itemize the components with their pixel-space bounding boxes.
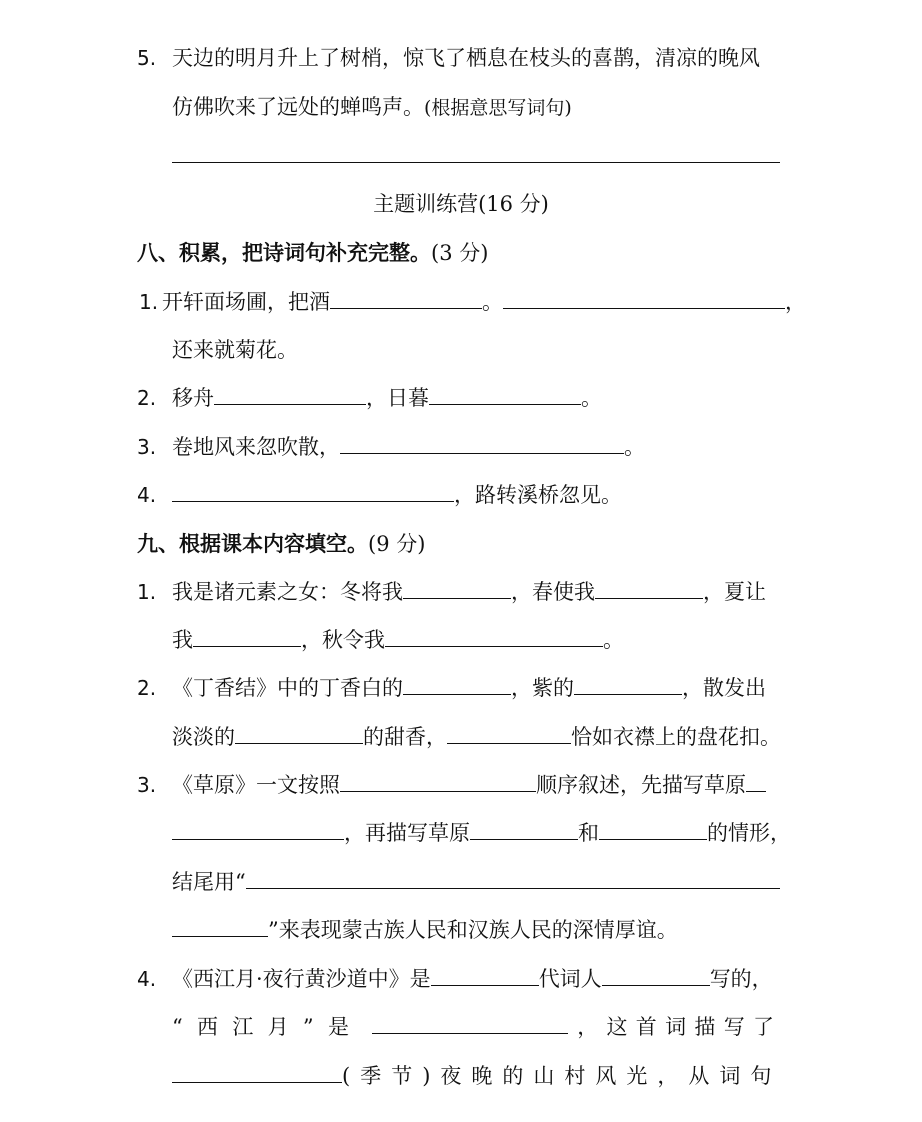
s9-4-text-3 bbox=[172, 1058, 780, 1094]
s9-3-num: 3. bbox=[137, 773, 157, 797]
s8-3-num: 3. bbox=[137, 435, 157, 459]
s9-title: 九、根据课本内容填空。 bbox=[137, 531, 368, 556]
section-title: 主题训练营(16 分) bbox=[373, 192, 549, 216]
s8-heading bbox=[0, 235, 922, 271]
q5-text-2a: 仿佛吹来了远处的蝉鸣声。 bbox=[172, 95, 424, 119]
s8-1-blank-2[interactable] bbox=[503, 286, 785, 309]
s8-2-blank-2[interactable] bbox=[429, 382, 581, 405]
s8-3-blank[interactable] bbox=[340, 431, 624, 454]
s9-3-b: 顺序叙述，先描写草原 bbox=[536, 773, 746, 797]
s9-3-e: 的情形， bbox=[707, 821, 791, 845]
s9-4-a: 《西江月·夜行黄沙道中》是 bbox=[172, 967, 431, 991]
s9-3-text-3 bbox=[172, 864, 780, 900]
s8-item-4 bbox=[0, 477, 922, 513]
s9-4-blank-1[interactable] bbox=[431, 963, 539, 986]
s9-3-blank-3[interactable] bbox=[470, 817, 578, 840]
s9-item-2 bbox=[0, 670, 922, 706]
q5-line-2 bbox=[0, 89, 922, 125]
s9-3-blank-2a[interactable] bbox=[746, 769, 766, 792]
s8-1-c: ， bbox=[785, 290, 806, 314]
s9-item-4-cont-1 bbox=[0, 1009, 922, 1045]
s9-2-b: ，紫的 bbox=[511, 676, 574, 700]
s9-4-text-2 bbox=[172, 1009, 780, 1045]
s9-4-c: 写的， bbox=[709, 967, 773, 991]
s9-item-4-cont-2 bbox=[0, 1058, 922, 1094]
s9-1-blank-2[interactable] bbox=[595, 576, 703, 599]
s9-3-f: 结尾用“ bbox=[172, 870, 246, 894]
s9-3-blank-5b[interactable] bbox=[172, 914, 268, 937]
s9-4-f: (季节)夜晚的山村风光，从词句 bbox=[342, 1064, 782, 1088]
s8-title: 八、积累，把诗词句补充完整。 bbox=[137, 240, 431, 265]
s9-3-c: ，再描写草原 bbox=[344, 821, 470, 845]
s9-heading bbox=[0, 526, 922, 562]
s9-4-blank-4[interactable] bbox=[172, 1060, 342, 1083]
s9-2-blank-3[interactable] bbox=[235, 721, 363, 744]
q5-line-1 bbox=[0, 40, 922, 76]
s9-2-e: 的甜香， bbox=[363, 725, 447, 749]
s9-2-f: 恰如衣襟上的盘花扣。 bbox=[571, 725, 781, 749]
s8-2-b: ，日暮 bbox=[366, 386, 429, 410]
s9-item-3 bbox=[0, 767, 922, 803]
s9-3-blank-2b[interactable] bbox=[172, 817, 344, 840]
s9-1-num: 1. bbox=[137, 580, 157, 604]
s8-1-text bbox=[162, 284, 806, 320]
s9-4-blank-3[interactable] bbox=[372, 1011, 568, 1034]
s9-1-blank-3[interactable] bbox=[193, 624, 301, 647]
section-title-row bbox=[0, 186, 922, 222]
s9-1-blank-4[interactable] bbox=[385, 624, 603, 647]
s9-2-blank-2[interactable] bbox=[574, 672, 682, 695]
s9-3-d: 和 bbox=[578, 821, 599, 845]
q5-text-2 bbox=[172, 89, 572, 126]
s9-3-text-4 bbox=[172, 912, 678, 948]
s9-3-blank-5a[interactable] bbox=[246, 866, 780, 889]
s8-2-text bbox=[172, 380, 602, 416]
s9-3-blank-1[interactable] bbox=[340, 769, 536, 792]
s8-1-a: 开轩面场圃，把酒 bbox=[162, 290, 330, 314]
s9-2-num: 2. bbox=[137, 676, 157, 700]
s9-item-3-cont-1 bbox=[0, 815, 922, 851]
s9-4-blank-2[interactable] bbox=[602, 963, 710, 986]
s8-1-b: 。 bbox=[482, 290, 503, 314]
s8-1-num: 1. bbox=[139, 290, 159, 314]
s8-4-num: 4. bbox=[137, 483, 157, 507]
s8-3-a: 卷地风来忽吹散， bbox=[172, 435, 340, 459]
s9-1-a: 我是诸元素之女：冬将我 bbox=[172, 580, 403, 604]
s8-4-blank[interactable] bbox=[172, 479, 454, 502]
s9-1-d: 我 bbox=[172, 628, 193, 652]
s8-3-text bbox=[172, 429, 645, 465]
s8-item-2 bbox=[0, 380, 922, 416]
s8-4-a: ，路转溪桥忽见。 bbox=[454, 483, 622, 507]
s9-1-f: 。 bbox=[603, 628, 624, 652]
s9-1-e: ，秋令我 bbox=[301, 628, 385, 652]
s8-item-1 bbox=[0, 284, 922, 320]
s8-score: (3 分) bbox=[431, 241, 489, 265]
s9-2-blank-1[interactable] bbox=[403, 672, 511, 695]
s9-2-d: 淡淡的 bbox=[172, 725, 235, 749]
s9-1-b: ，春使我 bbox=[511, 580, 595, 604]
s9-3-blank-4[interactable] bbox=[599, 817, 707, 840]
s9-item-3-cont-2 bbox=[0, 864, 922, 900]
s9-item-4 bbox=[0, 961, 922, 997]
question-number: 5. bbox=[137, 46, 157, 70]
s9-4-d: “西江月”是 bbox=[172, 1015, 364, 1039]
s9-3-text bbox=[172, 767, 766, 803]
s9-4-text bbox=[172, 961, 773, 997]
s9-1-text-2 bbox=[172, 622, 624, 658]
s9-title-wrap bbox=[137, 526, 425, 562]
q5-hint: (根据意思写词句) bbox=[424, 97, 572, 119]
s9-item-3-cont-3 bbox=[0, 912, 922, 948]
s8-4-text bbox=[172, 477, 622, 513]
s8-title-wrap bbox=[137, 235, 488, 271]
s9-1-blank-1[interactable] bbox=[403, 576, 511, 599]
s8-2-c: 。 bbox=[581, 386, 602, 410]
s9-2-c: ，散发出 bbox=[682, 676, 766, 700]
s9-2-text-2 bbox=[172, 719, 781, 755]
s8-item-3 bbox=[0, 429, 922, 465]
s9-4-b: 代词人 bbox=[538, 967, 602, 991]
s9-4-num: 4. bbox=[137, 967, 157, 991]
s9-item-2-cont bbox=[0, 719, 922, 755]
s8-3-b: 。 bbox=[624, 435, 645, 459]
s9-score: (9 分) bbox=[368, 532, 426, 556]
s8-2-a: 移舟 bbox=[172, 386, 214, 410]
s9-3-g: ”来表现蒙古族人民和汉族人民的深情厚谊。 bbox=[268, 918, 678, 942]
s9-item-1 bbox=[0, 574, 922, 610]
s9-2-blank-4[interactable] bbox=[447, 721, 571, 744]
s8-2-num: 2. bbox=[137, 386, 157, 410]
s8-1-blank-1[interactable] bbox=[330, 286, 482, 309]
s9-1-text bbox=[172, 574, 766, 610]
s9-item-1-cont bbox=[0, 622, 922, 658]
s9-3-a: 《草原》一文按照 bbox=[172, 773, 340, 797]
q5-answer-line[interactable] bbox=[172, 162, 780, 163]
s9-2-text bbox=[172, 670, 766, 706]
s8-2-blank-1[interactable] bbox=[214, 382, 366, 405]
s8-item-1-cont bbox=[0, 332, 922, 368]
s9-3-text-2 bbox=[172, 815, 791, 851]
s9-2-a: 《丁香结》中的丁香白的 bbox=[172, 676, 403, 700]
q5-text-1: 天边的明月升上了树梢，惊飞了栖息在枝头的喜鹊，清凉的晚风 bbox=[172, 46, 760, 70]
s8-1-d: 还来就菊花。 bbox=[172, 338, 298, 362]
s9-4-e: ，这首词描写了 bbox=[577, 1015, 780, 1039]
s9-1-c: ，夏让 bbox=[703, 580, 766, 604]
